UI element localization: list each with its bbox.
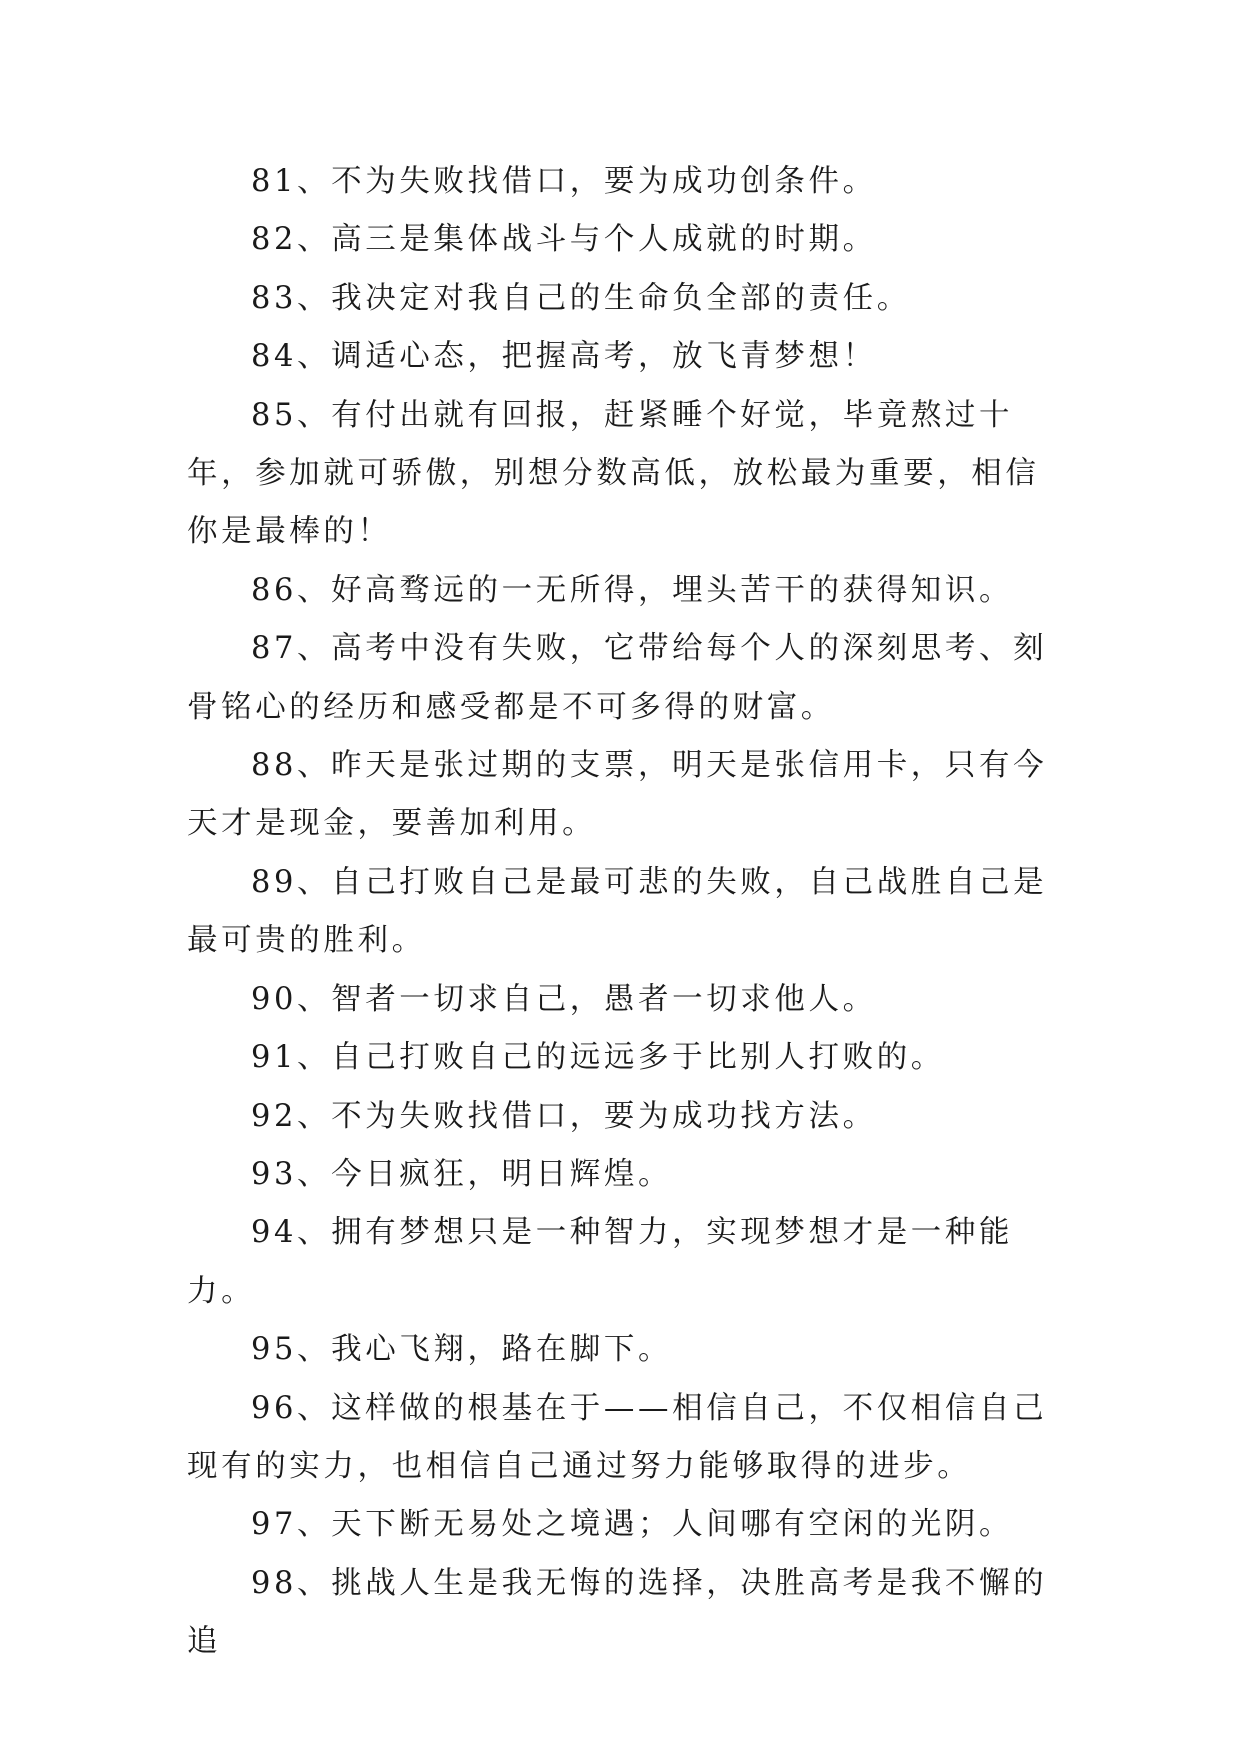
paragraph-94: 94、拥有梦想只是一种智力，实现梦想才是一种能力。 xyxy=(187,1215,1014,1309)
paragraph-86: 86、好高骛远的一无所得，埋头苦干的获得知识。 xyxy=(251,572,1014,608)
paragraph-83: 83、我决定对我自己的生命负全部的责任。 xyxy=(251,280,911,316)
paragraph-81: 81、不为失败找借口，要为成功创条件。 xyxy=(251,164,877,199)
paragraph-95: 95、我心飞翔，路在脚下。 xyxy=(251,1332,673,1368)
paragraph-84: 84、调适心态，把握高考，放飞青梦想！ xyxy=(251,339,877,375)
paragraph-96: 96、这样做的根基在于——相信自己，不仅相信自己现有的实力，也相信自己通过努力能够取得的进步。 xyxy=(187,1390,1048,1484)
paragraph-82: 82、高三是集体战斗与个人成就的时期。 xyxy=(251,222,877,258)
paragraph-90: 90、智者一切求自己，愚者一切求他人。 xyxy=(251,981,877,1017)
document-body xyxy=(187,153,1067,1672)
paragraph-98: 98、挑战人生是我无悔的选择，决胜高考是我不懈的追 xyxy=(187,1565,1048,1660)
paragraph-93: 93、今日疯狂，明日辉煌。 xyxy=(251,1156,673,1192)
paragraph-97: 97、天下断无易处之境遇；人间哪有空闲的光阴。 xyxy=(251,1507,1014,1543)
paragraph-91: 91、自己打败自己的远远多于比别人打败的。 xyxy=(251,1040,945,1076)
paragraph-92: 92、不为失败找借口，要为成功找方法。 xyxy=(251,1098,877,1134)
paragraph-87: 87、高考中没有失败，它带给每个人的深刻思考、刻骨铭心的经历和感受都是不可多得的财富。 xyxy=(187,631,1048,725)
paragraph-88: 88、昨天是张过期的支票，明天是张信用卡，只有今天才是现金，要善加利用。 xyxy=(187,748,1048,842)
paragraph-89: 89、自己打败自己是最可悲的失败，自己战胜自己是最可贵的胜利。 xyxy=(187,864,1048,959)
paragraph-85: 85、有付出就有回报，赶紧睡个好觉，毕竟熬过十年，参加就可骄傲，别想分数高低，放松最为重要，相信你是最棒的！ xyxy=(187,397,1040,550)
